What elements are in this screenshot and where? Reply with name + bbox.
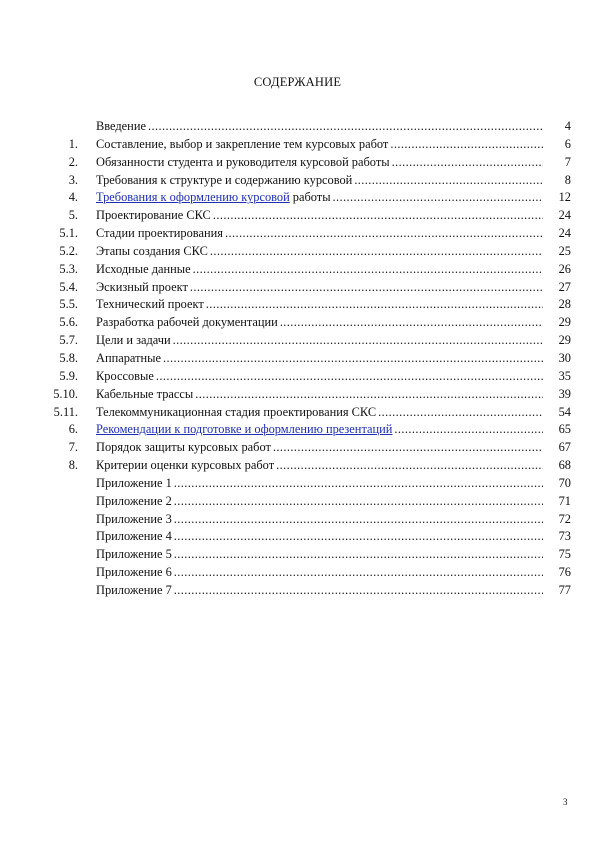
toc-entry-number: 5.7. (59, 333, 78, 348)
toc-dot-leader (280, 315, 543, 330)
toc-entry-number: 5.3. (59, 261, 78, 276)
toc-entry-number: 7. (68, 440, 78, 455)
toc-dot-leader (392, 155, 543, 170)
toc-entry-page: 72 (558, 511, 571, 526)
toc-entry[interactable] (48, 190, 571, 208)
toc-entry (48, 565, 571, 583)
toc-entry-title: Приложение 1 (96, 475, 172, 490)
toc-entry-page: 4 (564, 119, 571, 133)
toc-dot-leader (174, 583, 543, 598)
toc-entry (48, 173, 571, 191)
toc-dot-leader (390, 137, 543, 152)
toc-entry (48, 280, 571, 298)
toc-entry-title: Приложение 2 (96, 493, 172, 508)
toc-entry-page: 8 (564, 172, 571, 187)
toc-entry-title: Требования к структуре и содержанию курсовой (96, 172, 353, 187)
toc-entry-title: Кабельные трассы (96, 386, 194, 401)
toc-dot-leader (354, 173, 543, 188)
toc-dot-leader (225, 226, 543, 241)
toc-entry-page: 24 (558, 226, 571, 241)
toc-entry (48, 369, 571, 387)
toc-entry-title-tail: работы (292, 190, 331, 205)
toc-entry-page: 24 (558, 208, 571, 223)
toc-entry-page: 54 (558, 404, 571, 419)
toc-entry (48, 547, 571, 565)
toc-entry-title: Этапы создания СКС (96, 243, 208, 258)
toc-entry (48, 583, 571, 601)
toc-entry-page: 7 (564, 154, 571, 169)
toc-entry-number: 4. (68, 190, 78, 205)
toc-entry-page: 70 (558, 475, 571, 490)
toc-entry-number: 5.9. (59, 368, 78, 383)
toc-entry-title: Критерии оценки курсовых работ (96, 458, 275, 473)
toc-dot-leader (213, 208, 543, 223)
toc-entry-title: Приложение 7 (96, 582, 172, 597)
toc-entry-number: 5.8. (59, 350, 78, 365)
toc-entry (48, 405, 571, 423)
toc-entry (48, 208, 571, 226)
toc-dot-leader (195, 387, 543, 402)
toc-entry-number: 5.4. (59, 279, 78, 294)
toc-dot-leader (174, 494, 543, 509)
toc-dot-leader (156, 369, 543, 384)
toc-entry-number: 5.11. (53, 404, 78, 419)
toc-entry-number: 1. (68, 136, 78, 151)
toc-entry-page: 35 (558, 368, 571, 383)
toc-entry-title: Обязанности студента и руководителя курсовой работы (96, 154, 390, 169)
toc-entry-number: 6. (68, 422, 78, 437)
toc-entry-page: 76 (558, 565, 571, 580)
toc-entry (48, 244, 571, 262)
toc-dot-leader (163, 351, 543, 366)
toc-dot-leader (210, 244, 543, 259)
toc-entry-title: Исходные данные (96, 261, 191, 276)
toc-entry[interactable] (48, 422, 571, 440)
toc-entry-title: Телекоммуникационная стадия проектирования СКС (96, 404, 377, 419)
toc-heading: СОДЕРЖАНИЕ (253, 75, 342, 89)
toc-dot-leader (174, 565, 543, 580)
toc-entry-page: 29 (558, 333, 571, 348)
toc-entry-number: 5.1. (59, 226, 78, 241)
toc-entry-page: 12 (558, 190, 571, 205)
toc-entry-page: 39 (558, 386, 571, 401)
toc-entry-page: 29 (558, 315, 571, 330)
toc-entry-title: Приложение 4 (96, 529, 172, 544)
toc-entry-title: Технический проект (96, 297, 204, 312)
toc-entry (48, 512, 571, 530)
toc-entry-title: Составление, выбор и закрепление тем курсовых работ (96, 136, 389, 151)
toc-entry-title: Приложение 5 (96, 547, 172, 562)
toc-entry (48, 137, 571, 155)
toc-entry-page: 71 (558, 493, 571, 508)
toc-dot-leader (394, 422, 543, 437)
toc-entry-title: Разработка рабочей документации (96, 315, 278, 330)
toc-entry-number: 5.10. (53, 386, 78, 401)
toc-entry (48, 351, 571, 369)
toc-dot-leader (174, 476, 543, 491)
toc-entry-page: 73 (558, 529, 571, 544)
toc-dot-leader (206, 297, 543, 312)
toc-entry-page: 65 (558, 422, 571, 437)
toc-entry-title: Приложение 3 (96, 511, 172, 526)
toc-entry-number: 5.6. (59, 315, 78, 330)
toc-dot-leader (333, 190, 543, 205)
toc-dot-leader (174, 547, 543, 562)
toc-entry (48, 119, 571, 137)
toc-entry-number: 5.2. (59, 243, 78, 258)
toc-dot-leader (190, 280, 543, 295)
toc-entry-page: 77 (558, 582, 571, 597)
toc-entry-title: Цели и задачи (96, 333, 171, 348)
toc-entry-page: 27 (558, 279, 571, 294)
toc-entry-title: Аппаратные (96, 350, 161, 365)
toc-dot-leader (378, 405, 543, 420)
toc-entry (48, 262, 571, 280)
page-number: 3 (563, 797, 568, 807)
toc-dot-leader (273, 440, 543, 455)
toc-entry-title: Стадии проектирования (96, 226, 223, 241)
toc-entry (48, 226, 571, 244)
toc-entry-number: 5.5. (59, 297, 78, 312)
toc-entry-page: 30 (558, 350, 571, 365)
toc-entry-page: 75 (558, 547, 571, 562)
toc-dot-leader (193, 262, 543, 277)
toc-entry-page: 25 (558, 243, 571, 258)
toc-entry (48, 315, 571, 333)
toc-entry-link[interactable]: Рекомендации к подготовке и оформлению презентаций (96, 422, 393, 437)
toc-entry (48, 155, 571, 173)
toc-dot-leader (276, 458, 543, 473)
toc-entry (48, 476, 571, 494)
toc-entry-title: Проектирование СКС (96, 208, 211, 223)
toc-entry-title: Кроссовые (96, 368, 154, 383)
toc-entry-page: 68 (558, 458, 571, 473)
toc-entry-number: 2. (68, 154, 78, 169)
toc-entry-page: 26 (558, 261, 571, 276)
toc-entry-title: Порядок защиты курсовых работ (96, 440, 271, 455)
toc-entry (48, 387, 571, 405)
toc-entry-number: 3. (68, 172, 78, 187)
toc-dot-leader (174, 512, 543, 527)
toc-entry-link[interactable]: Требования к оформлению курсовой (96, 190, 290, 205)
toc-dot-leader (173, 333, 543, 348)
toc-entry (48, 440, 571, 458)
toc-entry-page: 28 (558, 297, 571, 312)
toc-entry-number: 8. (68, 458, 78, 473)
toc-entry (48, 333, 571, 351)
toc-entry-title: Введение (96, 119, 146, 133)
toc-entry-title: Эскизный проект (96, 279, 188, 294)
toc-dot-leader (148, 119, 543, 134)
toc-entry (48, 297, 571, 315)
toc-dot-leader (174, 529, 543, 544)
toc-entry (48, 529, 571, 547)
toc-entry-number: 5. (68, 208, 78, 223)
toc-entry (48, 458, 571, 476)
toc-entry-page: 6 (564, 136, 571, 151)
toc-entry-page: 67 (558, 440, 571, 455)
toc-entry (48, 494, 571, 512)
table-of-contents (48, 119, 571, 601)
toc-entry-title: Приложение 6 (96, 565, 172, 580)
